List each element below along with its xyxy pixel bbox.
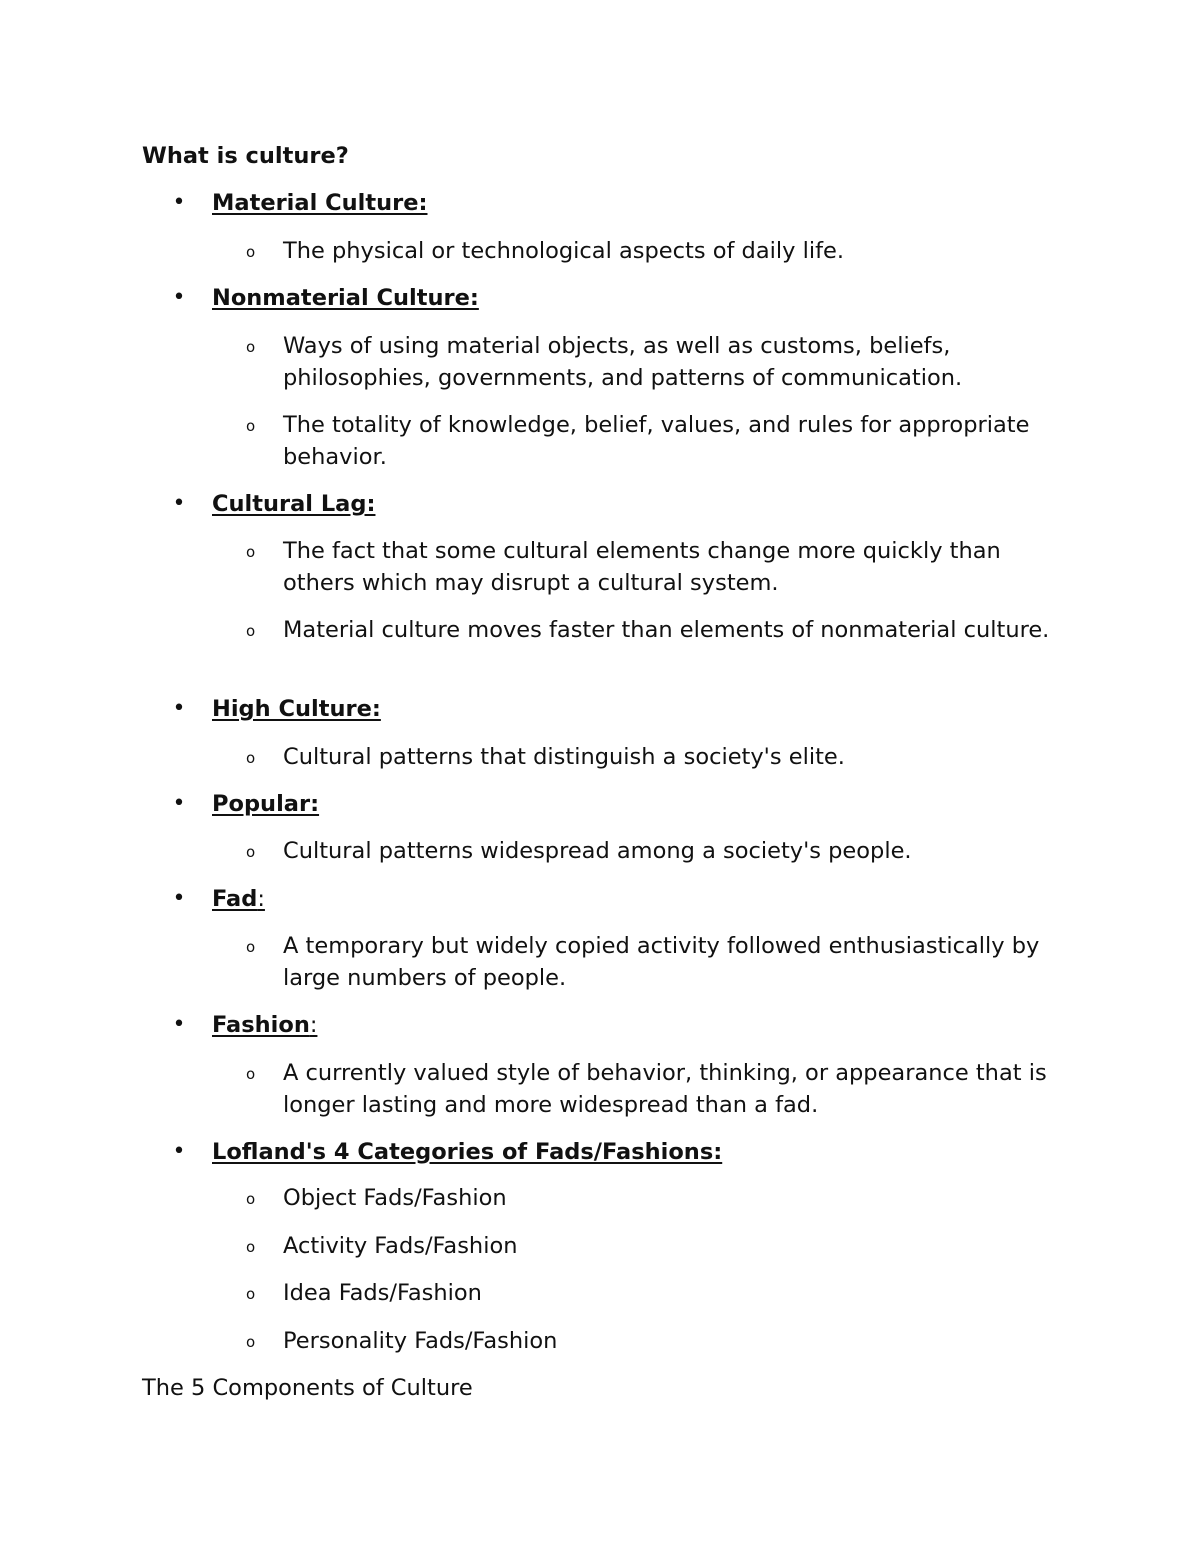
definition-text: The fact that some cultural elements change more quickly than others which may disrupt a cultural system. <box>283 538 1001 596</box>
sub-bullet-icon: o <box>246 749 256 767</box>
definition-text: Cultural patterns widespread among a society's people. <box>283 838 912 864</box>
term-label-text: Lofland's 4 Categories of Fads/Fashions: <box>212 1139 723 1165</box>
sub-bullet-icon: o <box>246 1238 256 1256</box>
sub-bullet-icon: o <box>246 1333 256 1351</box>
term-label <box>212 883 265 915</box>
sub-bullet-icon: o <box>246 1065 256 1083</box>
term-label <box>212 1009 317 1041</box>
sub-bullet-icon: o <box>246 938 256 956</box>
definition-text: Activity Fads/Fashion <box>283 1233 518 1259</box>
term-label-colon: : <box>309 1012 318 1038</box>
sub-bullet-icon: o <box>246 417 256 435</box>
term-label-text: Popular: <box>212 791 320 817</box>
bullet-icon: • <box>172 791 186 816</box>
section-heading: The 5 Components of Culture <box>142 1375 473 1401</box>
definition-text: Object Fads/Fashion <box>283 1185 507 1211</box>
definition-text: A currently valued style of behavior, thinking, or appearance that is longer lasting and more widespread than a fad. <box>283 1060 1047 1118</box>
sub-bullet-icon: o <box>246 1190 256 1208</box>
term-label-colon: : <box>257 886 265 912</box>
term-label <box>212 788 319 820</box>
bullet-icon: • <box>172 190 186 215</box>
definition-text: The totality of knowledge, belief, values, and rules for appropriate behavior. <box>283 412 1030 470</box>
definition-text: Personality Fads/Fashion <box>283 1328 558 1354</box>
bullet-icon: • <box>172 491 186 516</box>
sub-bullet-icon: o <box>246 338 256 356</box>
definition-text: Idea Fads/Fashion <box>283 1280 482 1306</box>
term-label-text: High Culture: <box>212 696 381 722</box>
term-label <box>212 282 479 314</box>
sub-bullet-icon: o <box>246 843 256 861</box>
term-label-text: Material Culture: <box>212 190 428 216</box>
definition-text: Material culture moves faster than elements of nonmaterial culture. <box>283 617 1050 643</box>
definition-text: Cultural patterns that distinguish a society's elite. <box>283 744 845 770</box>
definition-text: A temporary but widely copied activity followed enthusiastically by large numbers of people. <box>283 933 1040 991</box>
term-label <box>212 187 428 219</box>
term-label-text: Fashion <box>212 1012 310 1038</box>
bullet-icon: • <box>172 1139 186 1164</box>
bullet-icon: • <box>172 696 186 721</box>
document-title: What is culture? <box>142 143 349 169</box>
bullet-icon: • <box>172 1012 186 1037</box>
term-label-text: Cultural Lag: <box>212 491 376 517</box>
definition-text: The physical or technological aspects of daily life. <box>283 238 844 264</box>
term-label <box>212 1136 722 1168</box>
term-label <box>212 693 381 725</box>
sub-bullet-icon: o <box>246 1285 256 1303</box>
bullet-icon: • <box>172 886 186 911</box>
sub-bullet-icon: o <box>246 543 256 561</box>
definition-text: Ways of using material objects, as well as customs, beliefs, philosophies, governments, and patterns of communication. <box>283 333 963 391</box>
bullet-icon: • <box>172 285 186 310</box>
term-label <box>212 488 375 520</box>
term-label-text: Fad <box>212 886 258 912</box>
sub-bullet-icon: o <box>246 622 256 640</box>
sub-bullet-icon: o <box>246 243 256 261</box>
term-label-text: Nonmaterial Culture: <box>212 285 479 311</box>
